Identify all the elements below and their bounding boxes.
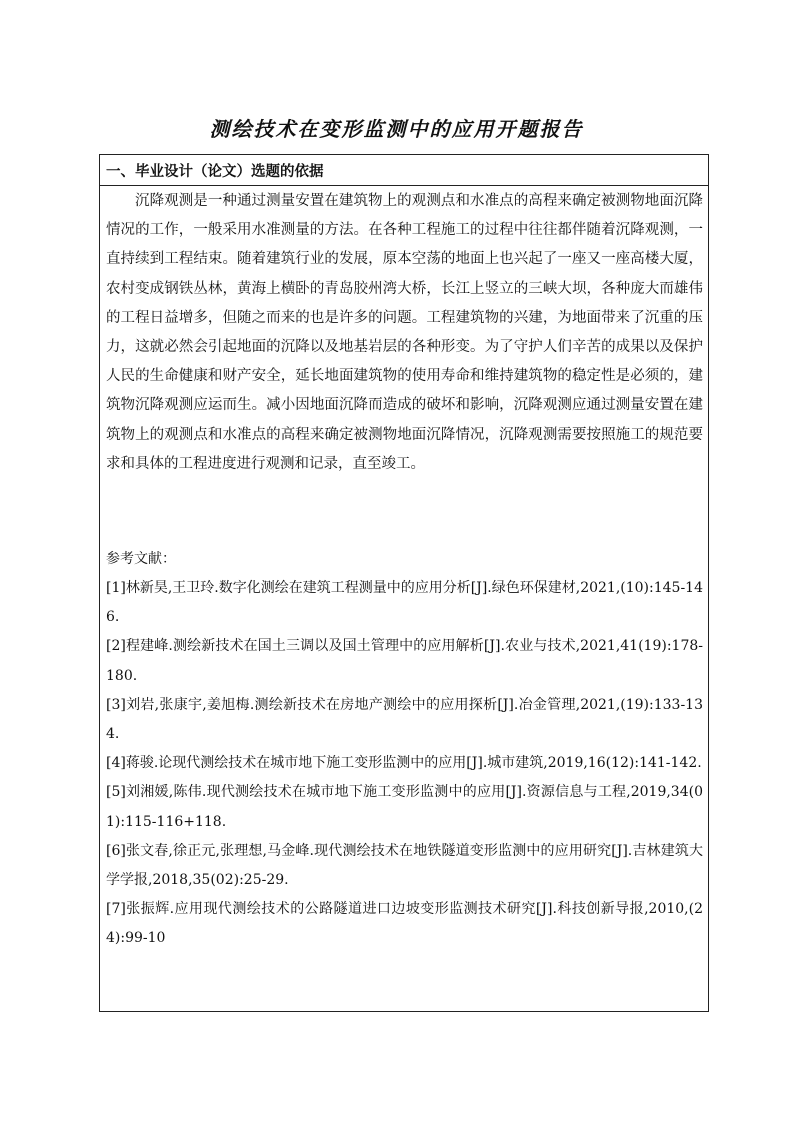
reference-item: [5]刘湘媛,陈伟.现代测绘技术在城市地下施工变形监测中的应用[J].资源信息与工程,2019,34(01):115-116+118.	[106, 784, 703, 830]
reference-item: [7]张振辉.应用现代测绘技术的公路隧道进口边坡变形监测技术研究[J].科技创新导报,2010,(24):99-10	[106, 901, 703, 947]
section-heading: 一、毕业设计（论文）选题的依据	[106, 163, 324, 180]
reference-item: [1]林新昊,王卫玲.数字化测绘在建筑工程测量中的应用分析[J].绿色环保建材,2021,(10):145-146.	[106, 580, 703, 626]
references-label: 参考文献：	[106, 551, 176, 567]
body-paragraph: 沉降观测是一种通过测量安置在建筑物上的观测点和水准点的高程来确定被测物地面沉降情况的工作，一般采用水准测量的方法。在各种工程施工的过程中往往都伴随着沉降观测，一直持续到工程结束。随着建筑行业的发展，原本空荡的地面上也兴起了一座又一座高楼大厦，农村变成钢铁丛林，黄海上横卧的青岛胶州湾大桥，长江上竖立的三峡大坝，各种庞大而雄伟的工程日益增多，但随之而来的也是许多的问题。工程建筑物的兴建，为地面带来了沉重的压力，这就必然会引起地面的沉降以及地基岩层的各种形变。为了守护人们辛苦的成果以及保护人民的生命健康和财产安全，延长地面建筑物的使用寿命和维持建筑物的稳定性是必须的，建筑物沉降观测应运而生。减小因地面沉降而造成的破坏和影响，沉降观测应通过测量安置在建筑物上的观测点和水准点的高程来确定被测物地面沉降情况，沉降观测需要按照施工的规范要求和具体的工程进度进行观测和记录，直至竣工。	[106, 193, 703, 472]
reference-item: [2]程建峰.测绘新技术在国土三调以及国土管理中的应用解析[J].农业与技术,2021,41(19):178-180.	[106, 638, 703, 684]
reference-item: [3]刘岩,张康宇,姜旭梅.测绘新技术在房地产测绘中的应用探析[J].冶金管理,2021,(19):133-134.	[106, 696, 703, 743]
document-title: 测绘技术在变形监测中的应用开题报告	[209, 117, 584, 141]
table-divider	[100, 185, 708, 186]
reference-item: [6]张文春,徐正元,张理想,马金峰.现代测绘技术在地铁隧道变形监测中的应用研究[J].吉林建筑大学学报,2018,35(02):25-29.	[106, 842, 703, 889]
report-table	[99, 154, 709, 1012]
reference-item: [4]蒋骏.论现代测绘技术在城市地下施工变形监测中的应用[J].城市建筑,2019,16(12):141-142.	[106, 755, 702, 772]
reference-list	[106, 574, 703, 954]
